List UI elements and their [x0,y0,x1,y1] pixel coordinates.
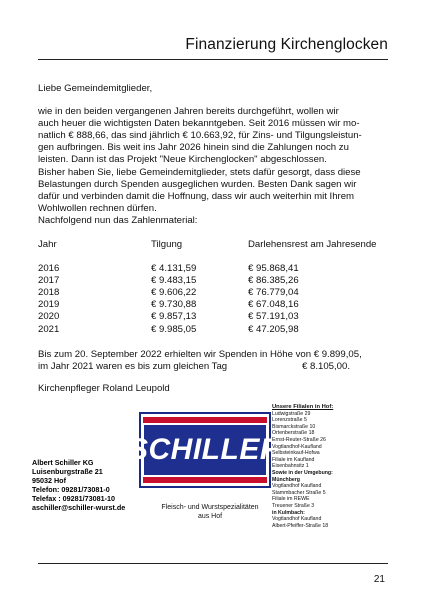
tagline-line: aus Hof [197,513,223,520]
branch-item: Filiale im Kaufland [272,456,315,463]
advertisement [30,402,396,552]
column-header-balance: Darlehensrest am Jahresende [248,239,377,250]
cell-repayment: € 4.131,59 [151,263,197,275]
table-row [38,324,390,336]
cell-year: 2021 [38,323,60,335]
signature: Kirchenpfleger Roland Leupold [38,383,170,394]
branch-item: Selbsteinkauf-Hofwa [272,450,320,457]
cell-repayment: € 9.985,05 [151,323,197,335]
logo-text: SCHILLER [128,433,282,466]
tagline-line: Fleisch- und Wurstspezialitäten [161,504,259,511]
branch-item: Ernst-Reuter-Straße 26 [272,436,326,443]
letter-body [38,83,390,227]
donations-previous-label: im Jahr 2021 waren es bis zum gleichen Tag [38,361,228,373]
branch-item: Stammbacher Straße 5 [272,489,326,496]
table-row [38,287,390,299]
branch-item: Eisenbahnsitz 1 [272,463,309,470]
cell-balance: € 67.048,16 [248,299,299,311]
branch-item: Münchberg [272,476,300,483]
company-line: Telefax : 09281/73081-10 [32,494,115,503]
branch-section-heading: in Kulmbach: [272,509,305,516]
cell-balance: € 47.205,98 [248,323,299,335]
table-row [38,311,390,323]
footer-rule [38,563,388,564]
cell-repayment: € 9.857,13 [151,311,197,323]
cell-repayment: € 9.606,22 [151,287,197,299]
company-email: aschiller@schiller-wurst.de [32,503,126,512]
branch-item: Ortenberstraße 18 [272,430,315,437]
branch-item: Treuener Straße 3 [272,502,315,509]
donations-summary [38,349,390,373]
branch-section-heading: Sowie in der Umgebung: [272,469,333,476]
letter-line: Bisher haben Sie, liebe Gemeindemitglieder, stets dafür gesorgt, dass diese [38,166,361,178]
branch-item: Vogtlandhof Kaufland [272,483,322,490]
table-row [38,263,390,275]
cell-balance: € 95.868,41 [248,263,299,275]
cell-repayment: € 9.483,15 [151,275,197,287]
company-line: 95032 Hof [32,476,66,485]
branch-item: Lorenzstraße 5 [272,417,307,424]
cell-year: 2016 [38,263,60,275]
letter-line: leisten. Dann ist das Projekt "Neue Kirchenglocken" abgeschlossen. [38,154,327,166]
branch-item: Ludwigstraße 29 [272,410,311,417]
page-title: Finanzierung Kirchenglocken [185,36,388,53]
branch-item: Bismarckstraße 10 [272,423,316,430]
donations-line [38,361,390,373]
cell-balance: € 57.191,03 [248,311,299,323]
company-line: Telefon: 09281/73081-0 [32,485,110,494]
letter-line: natlich € 888,66, das sind jährlich € 10.663,92, für Zins- und Tilgungsleistun- [38,130,362,142]
company-line: Albert Schiller KG [32,458,94,467]
company-line: Luisenburgstraße 21 [32,467,103,476]
cell-balance: € 76.779,04 [248,287,299,299]
logo-stripe-bottom [143,477,267,483]
company-address [32,458,125,512]
column-header-year: Jahr [38,239,57,250]
branch-list [272,404,394,529]
cell-year: 2019 [38,299,60,311]
table-header-row [38,239,390,251]
column-header-repayment: Tilgung [151,239,183,250]
table-row [38,299,390,311]
cell-balance: € 86.385,26 [248,275,299,287]
letter-line: auch heuer die wichtigsten Daten bekanntgeben. Seit 2016 müssen wir mo- [38,118,360,130]
cell-year: 2017 [38,275,60,287]
cell-year: 2020 [38,311,60,323]
table-row [38,275,390,287]
letter-line: gen aufbringen. Bis weit ins Jahr 2026 hinein sind die Zahlungen noch zu [38,142,349,154]
letter-line: Belastungen durch Spenden ausgeglichen wurden. Besten Dank sagen wir [38,178,357,190]
branch-list-title: Unsere Filialen in Hof: [272,404,334,410]
ad-tagline [145,503,275,521]
header-rule [38,59,388,60]
loan-table [38,239,390,336]
letter-line: Wohlwollen rechnen dürfen. [38,202,157,214]
greeting: Liebe Gemeindemitglieder, [38,83,153,94]
letter-line: dafür und verbinden damit die Hoffnung, dass wir auch weiterhin mit Ihrem [38,190,355,202]
schiller-logo [128,412,282,488]
cell-repayment: € 9.730,88 [151,299,197,311]
letter-line: wie in den beiden vergangenen Jahren bereits durchgeführt, wollen wir [38,106,339,118]
logo-stripe-top [143,417,267,423]
letter-line: Nachfolgend nun das Zahlenmaterial: [38,214,198,226]
donations-line: Bis zum 20. September 2022 erhielten wir Spenden in Höhe von € 9.899,05, [38,349,362,360]
donations-previous-amount: € 8.105,00. [301,361,350,373]
branch-item: Filiale im REWE [272,496,310,503]
branch-item: Vogtlandhof Kaufland [272,516,322,523]
cell-year: 2018 [38,287,60,299]
logo-panel [128,425,282,475]
branch-item: Vogtlandhof-Kaufland [272,443,322,450]
page-number: 21 [373,574,385,585]
branch-item: Albert-Pfeiffer-Straße 18 [272,522,329,529]
